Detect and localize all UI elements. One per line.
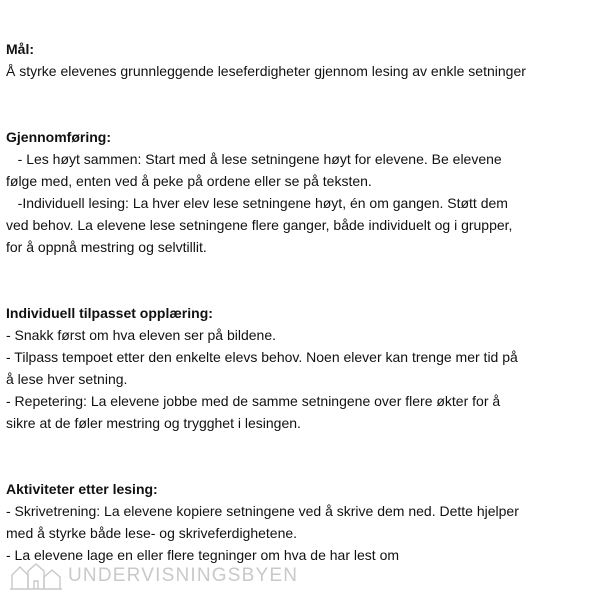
text-line: - Snakk først om hva eleven ser på bildene. [6, 327, 277, 343]
text-line: - Skrivetrening: La elevene kopiere setningene ved å skrive dem ned. Dette hjelper [6, 503, 519, 519]
text-line: -Individuell lesing: La hver elev lese setningene høyt, én om gangen. Støtt dem [6, 195, 508, 211]
section-heading: Mål: [6, 41, 34, 57]
text-line: følge med, enten ved å peke på ordene eller se på teksten. [6, 173, 372, 189]
house-outline-icon [10, 561, 62, 591]
section-heading: Aktiviteter etter lesing: [6, 481, 158, 497]
document-body [6, 38, 596, 566]
text-line: - La elevene lage en eller flere tegninger om hva de har lest om [6, 547, 400, 563]
section-heading: Individuell tilpasset opplæring: [6, 305, 213, 321]
text-line: for å oppnå mestring og selvtillit. [6, 239, 207, 255]
text-line: sikre at de føler mestring og trygghet i lesingen. [6, 415, 301, 431]
text-line: å lese hver setning. [6, 371, 128, 387]
watermark-text: UNDERVISNINGSBYEN [68, 565, 299, 586]
text-line: med å styrke både lese- og skriveferdighetene. [6, 525, 298, 541]
section-maal [6, 38, 596, 82]
text-line: - Repetering: La elevene jobbe med de samme setningene over flere økter for å [6, 393, 501, 409]
text-line: ved behov. La elevene lese setningene flere ganger, både individuelt og i grupper, [6, 217, 513, 233]
section-tilpasset-opplaering [6, 302, 596, 434]
section-heading: Gjennomføring: [6, 129, 111, 145]
text-line: - Tilpass tempoet etter den enkelte elevs behov. Noen elever kan trenge mer tid på [6, 349, 518, 365]
text-line: Å styrke elevenes grunnleggende leseferdigheter gjennom lesing av enkle setninger [6, 63, 526, 79]
section-gjennomforing [6, 126, 596, 258]
watermark-logo [10, 558, 298, 594]
section-aktiviteter [6, 478, 596, 566]
text-line: - Les høyt sammen: Start med å lese setningene høyt for elevene. Be elevene [6, 151, 502, 167]
